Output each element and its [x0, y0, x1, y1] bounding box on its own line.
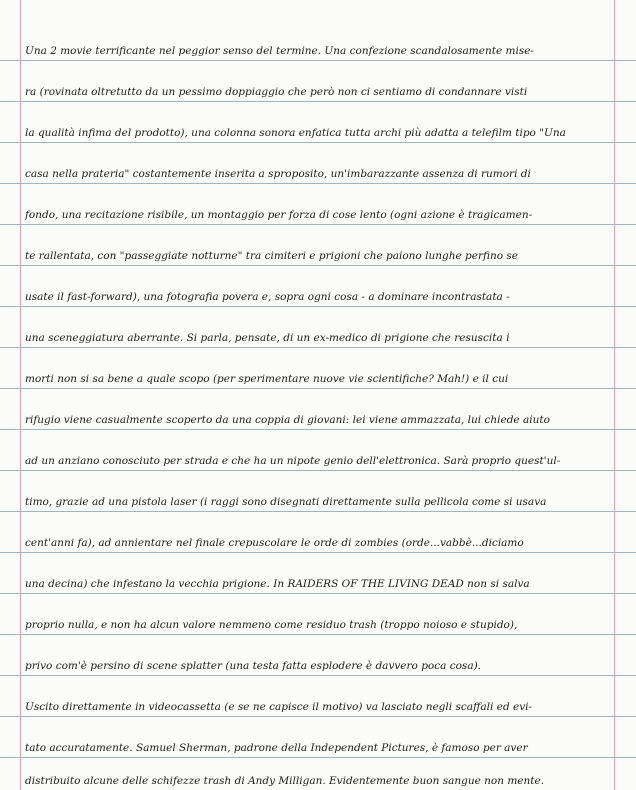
handwritten-line: tato accuratamente. Samuel Sherman, padrone della Independent Pictures, è famoso per aver [25, 742, 528, 754]
ruled-line [0, 183, 636, 184]
ruled-line [0, 429, 636, 430]
handwritten-line: Una 2 movie terrificante nel peggior senso del termine. Una confezione scandalosamente mise- [25, 45, 534, 57]
handwritten-line: distribuito alcune delle schifezze trash di Andy Milligan. Evidentemente buon sangue non mente. [25, 775, 545, 787]
ruled-line [0, 306, 636, 307]
ruled-line [0, 757, 636, 758]
ruled-line [0, 716, 636, 717]
ruled-line [0, 265, 636, 266]
ruled-line [0, 101, 636, 102]
handwritten-line: ad un anziano conosciuto per strada e che ha un nipote genio dell'elettronica. Sarà proprio quest'ul- [25, 455, 561, 467]
handwritten-line: una sceneggiatura aberrante. Si parla, pensate, di un ex-medico di prigione che resuscita i [25, 332, 510, 344]
ruled-line [0, 511, 636, 512]
handwritten-line: usate il fast-forward), una fotografia povera e, sopra ogni cosa - a dominare incontrastata - [25, 291, 510, 303]
handwritten-line: casa nella prateria" costantemente inserita a sproposito, un'imbarazzante assenza di rumori di [25, 168, 531, 180]
ruled-line [0, 388, 636, 389]
left-margin-line [20, 0, 21, 790]
ruled-line [0, 634, 636, 635]
ruled-line [0, 552, 636, 553]
ruled-line [0, 347, 636, 348]
handwritten-line: la qualità infima del prodotto), una colonna sonora enfatica tutta archi più adatta a telefilm tipo "Una [25, 127, 566, 139]
ruled-line [0, 470, 636, 471]
ruled-line [0, 142, 636, 143]
handwritten-line: privo com'è persino di scene splatter (una testa fatta esplodere è davvero poca cosa). [25, 660, 482, 672]
ruled-line [0, 224, 636, 225]
ruled-line [0, 593, 636, 594]
handwritten-line: rifugio viene casualmente scoperto da una coppia di giovani: lei viene ammazzata, lui chiede aiuto [25, 414, 550, 426]
handwritten-line: proprio nulla, e non ha alcun valore nemmeno come residuo trash (troppo noioso e stupido), [25, 619, 518, 631]
handwritten-line: una decina) che infestano la vecchia prigione. In RAIDERS OF THE LIVING DEAD non si salva [25, 578, 530, 590]
handwritten-line: fondo, una recitazione risibile, un montaggio per forza di cose lento (ogni azione è tragicamen- [25, 209, 533, 221]
ruled-line [0, 60, 636, 61]
handwritten-line: morti non si sa bene a quale scopo (per sperimentare nuove vie scientifiche? Mah!) e il cui [25, 373, 509, 385]
handwritten-line: timo, grazie ad una pistola laser (i raggi sono disegnati direttamente sulla pellicola come si usava [25, 496, 547, 508]
handwritten-line: te rallentata, con "passeggiate notturne" tra cimiteri e prigioni che paiono lunghe perfino se [25, 250, 518, 262]
handwritten-line: ra (rovinata oltretutto da un pessimo doppiaggio che però non ci sentiamo di condannare visti [25, 86, 528, 98]
handwritten-line: cent'anni fa), ad annientare nel finale crepuscolare le orde di zombies (orde...vabbè...diciamo [25, 537, 524, 549]
handwritten-line: Uscito direttamente in videocassetta (e se ne capisce il motivo) va lasciato negli scaffali ed evi- [25, 701, 533, 713]
ruled-line [0, 675, 636, 676]
